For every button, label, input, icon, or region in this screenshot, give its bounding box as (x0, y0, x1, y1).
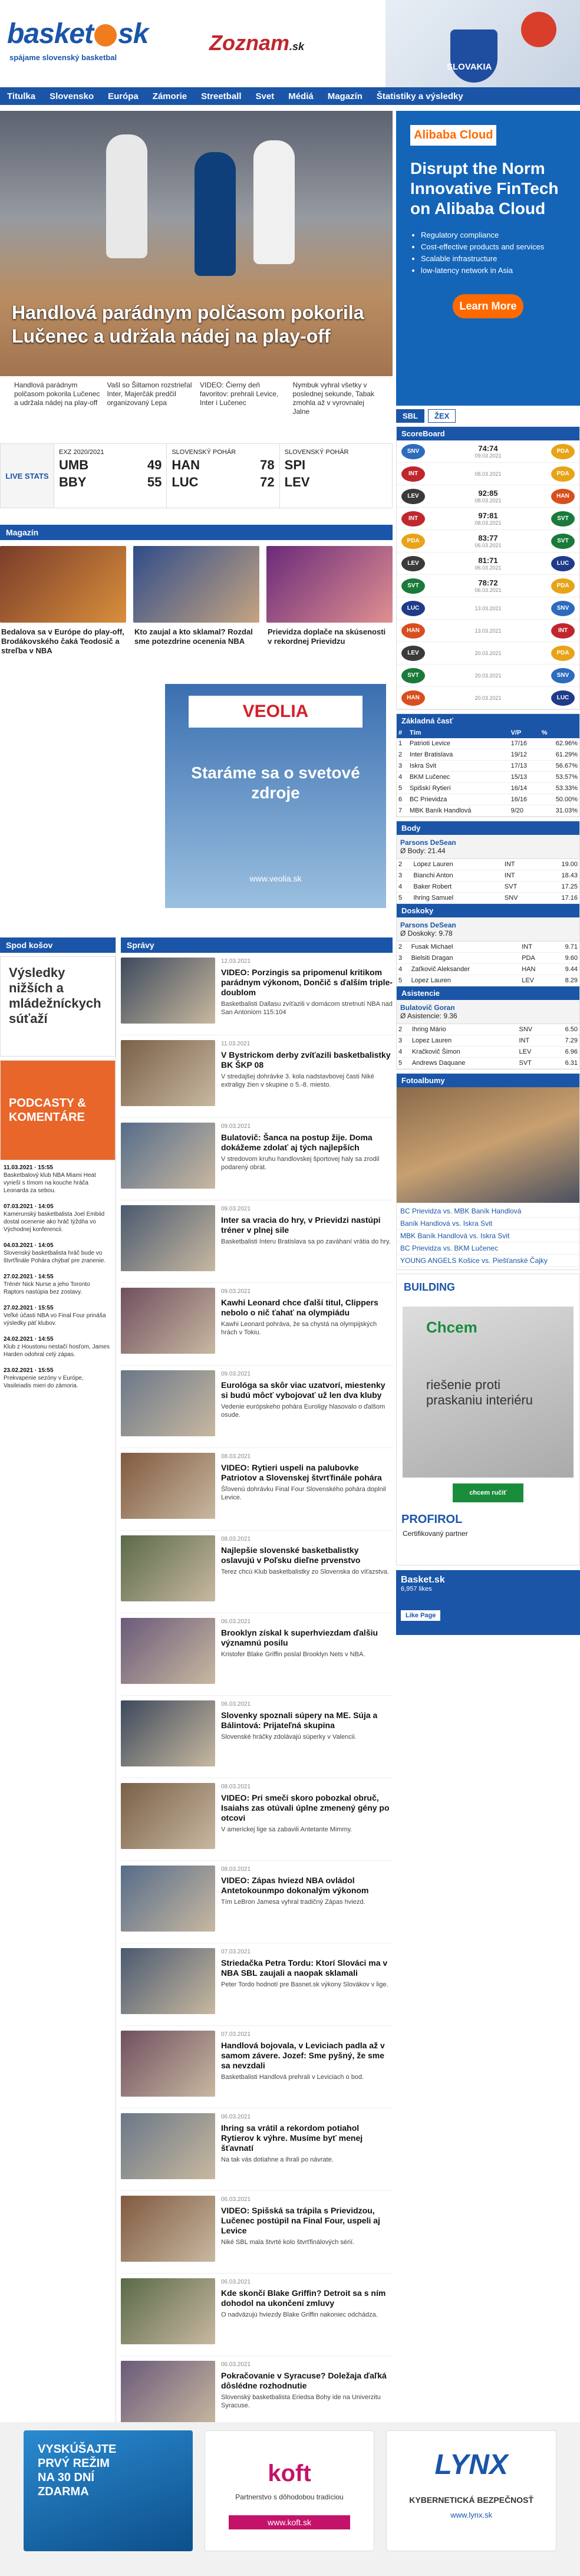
news-thumb (121, 1123, 215, 1189)
live-scores (0, 443, 393, 508)
news-date: 09.03.2021 (221, 1288, 251, 1295)
table-row[interactable]: 5 Andrews Daquane SVT 6.31 (397, 1058, 579, 1069)
news-item[interactable] (121, 2278, 393, 2356)
news-title[interactable]: Najlepšie slovenské basketbalistky oslavujú v Poľsku dieľne prvenstvo (221, 1545, 361, 1565)
news-thumb (121, 1040, 215, 1106)
banner-text: SLOVAKIA (447, 62, 492, 72)
news-body (215, 1040, 393, 1117)
scoreboard-title: ScoreBoard (397, 427, 579, 440)
news-item[interactable] (121, 1700, 393, 1778)
table-row[interactable]: 3 Iskra Svit 17/13 56.67% (397, 761, 579, 772)
team-logo: SVT (551, 511, 575, 527)
foto-link[interactable]: Baník Handlová vs. Iskra Svit (397, 1218, 579, 1230)
body-table (397, 859, 579, 904)
news-date: 09.03.2021 (221, 1371, 251, 1377)
table-row[interactable]: 6 BC Prievidza 16/16 50.00% (397, 794, 579, 805)
spod-title[interactable]: Spod košov (0, 937, 116, 953)
main-nav (0, 87, 580, 105)
standings (396, 713, 580, 817)
news-thumb (121, 2113, 215, 2179)
leader-card[interactable]: Parsons DeSean Ø Doskoky: 9.78 (397, 917, 579, 942)
news-body (215, 958, 393, 1035)
table-row[interactable]: 5 Spišskí Rytieri 16/14 53.33% (397, 783, 579, 794)
game-score: 20.03.2021 (474, 695, 502, 701)
nav-item[interactable]: Médiá (288, 91, 314, 101)
related-link[interactable]: Handlová parádnym polčasom pokorila Lučenec a udržala nádej na play-off (14, 381, 100, 407)
standings-table (397, 728, 579, 817)
foto-link[interactable]: BC Prievidza vs. BKM Lučenec (397, 1242, 579, 1255)
news-item[interactable] (121, 1453, 393, 1531)
team-logo: SVT (401, 668, 425, 683)
team-logo: HAN (551, 489, 575, 504)
learn-more-button[interactable]: Learn More (453, 294, 523, 318)
hero-player (195, 152, 236, 276)
asistencie-table (397, 1024, 579, 1069)
stats-body (396, 821, 580, 1070)
news-item[interactable] (121, 2196, 393, 2274)
basketball-icon (94, 24, 117, 47)
magazin-list (0, 540, 393, 666)
veolia-brand: VEOLIA (189, 696, 362, 728)
team-logo: HAN (401, 690, 425, 706)
sidebar (396, 111, 580, 1635)
nav-item[interactable]: Slovensko (50, 91, 94, 101)
magazin-item[interactable]: Bedalova sa v Európe do play-off, Brodákovského čaká Teodosič a streľba v NBA (0, 546, 126, 660)
news-thumb (121, 1783, 215, 1849)
standings-title: Základná časť (397, 714, 579, 728)
related-link[interactable]: VIDEO: Čierny deň favoritov: prehrali Levice, Inter i Lučenec (200, 381, 279, 407)
news-thumb (121, 2196, 215, 2262)
news-thumb (121, 958, 215, 1024)
table-row[interactable]: 5 Lopez Lauren LEV 8.29 (397, 975, 579, 986)
news-item[interactable] (121, 1866, 393, 1943)
table-row[interactable]: 3 Bielsiti Dragan PDA 9.60 (397, 953, 579, 964)
game-score: 20.03.2021 (474, 672, 502, 679)
news-date: 06.03.2021 (221, 1701, 251, 1708)
news-body (215, 1700, 393, 1778)
news-text: V stredovom kruhu handlovskej športovej haly sa zrodil podarený obrat. (221, 1156, 380, 1171)
scoreboard-game[interactable] (397, 552, 579, 575)
news-body (215, 1453, 393, 1530)
game-score: 20.03.2021 (474, 650, 502, 656)
footer-ad-trial[interactable]: VYSKÚŠAJTE PRVÝ REŽIM NA 30 DNÍ ZDARMA (24, 2430, 193, 2551)
news-thumb (121, 1618, 215, 1684)
team-logo: PDA (551, 578, 575, 594)
building-ad[interactable]: BUILDING Chcem riešenie proti praskaniu interiéru chcem ručiť PROFIROL Certifikovaný partner (396, 1274, 580, 1565)
table-row[interactable]: 2 Inter Bratislava 19/12 61.29% (397, 749, 579, 761)
news-thumb (121, 1700, 215, 1766)
news-text: Basketbalisti Handlová prehrali v Leviciach o bod. (221, 2074, 364, 2081)
table-row[interactable]: 2 Fusak Michael INT 9.71 (397, 942, 579, 953)
hero-player (106, 134, 147, 258)
news-thumb (121, 1948, 215, 2014)
spod-post[interactable] (0, 1304, 116, 1327)
nav-item[interactable]: Zámorie (152, 91, 187, 101)
profirol-logo: PROFIROL (401, 1513, 463, 1526)
news-body (215, 2196, 393, 2273)
news-date: 08.03.2021 (221, 1453, 251, 1460)
table-row[interactable]: 2 Lopez Lauren INT 19.00 (397, 859, 579, 870)
news-text: Vedenie európskeho pohára Euroligy hlasovalo o ďalšom osude. (221, 1403, 385, 1419)
veolia-ad[interactable] (0, 666, 393, 932)
team-logo: LEV (401, 646, 425, 661)
news-text: V americkej lige sa zabavili Antetante Mimmy. (221, 1826, 352, 1833)
news-date: 06.03.2021 (221, 2114, 251, 2120)
nav-item[interactable]: Titulka (7, 91, 36, 101)
news-date: 08.03.2021 (221, 1784, 251, 1790)
news-item[interactable] (121, 1535, 393, 1613)
news-item[interactable] (121, 2031, 393, 2108)
game-score: 83:77 06.03.2021 (474, 534, 502, 548)
spod-post[interactable] (0, 1335, 116, 1358)
news-date: 09.03.2021 (221, 1123, 251, 1130)
game-score: 74:74 09.03.2021 (474, 444, 502, 459)
news-title[interactable]: Brooklyn získal k superhviezdam ďalšiu významnú posilu (221, 1628, 378, 1647)
body-title: Body (397, 821, 579, 835)
news-date: 08.03.2021 (221, 1536, 251, 1542)
scoreboard-game[interactable] (397, 642, 579, 664)
scoreboard (396, 426, 580, 710)
news-title[interactable]: V Bystrickom derby zvíťazili basketbalistky BK ŠKP 08 (221, 1050, 391, 1070)
news-text: Basketbalisti Interu Bratislava sa po zaváhaní vrátia do hry. (221, 1238, 391, 1245)
news-title[interactable]: VIDEO: Zápas hviezd NBA ovládol Antetokounmpo dokonalým výkonom (221, 1876, 369, 1895)
fotoalbumy (396, 1073, 580, 1270)
spod-post-date: 23.02.2021 · 15:55 (4, 1367, 54, 1374)
banner-jersey (450, 29, 497, 83)
spod-post-date: 11.03.2021 · 15:55 (4, 1164, 53, 1171)
news-text: Slovenský basketbalista Eriedsa Bohy ide na Univerzitu Syracuse. (221, 2394, 381, 2409)
spod-post-text: Slovenský basketbalista hráč bude vo štvrťfinále Pohára chýbať pre zranenie. (4, 1250, 106, 1264)
news-item[interactable] (121, 1783, 393, 1861)
spod-post-text: Prekvapenie sezóny v Európe, Vasileiadis mieri do zámoria. (4, 1375, 84, 1389)
news-date: 06.03.2021 (221, 2279, 251, 2285)
news-item[interactable] (121, 1205, 393, 1283)
news-title[interactable]: VIDEO: Porzingis sa pripomenul kritikom parádnym výkonom, Dončič s ďalším triple-doublom (221, 968, 393, 997)
footer-ad-koft[interactable]: koft Partnerstvo s dôhodobou tradíciou www.koft.sk (205, 2430, 375, 2551)
news-date: 12.03.2021 (221, 958, 251, 965)
banner-basketball-icon (521, 12, 556, 47)
team-logo: SNV (551, 668, 575, 683)
alibaba-ad[interactable] (396, 111, 580, 406)
related-link[interactable]: Nymbuk vyhral všetky v poslednej sekunde, Tabak zmohla až v vyrovnalej Jalne (292, 381, 375, 416)
alibaba-bullet: • low-latency network in Asia (421, 265, 566, 277)
alibaba-title: Disrupt the Norm Innovative FinTech on Alibaba Cloud (410, 159, 559, 218)
main-column (0, 111, 393, 2439)
foto-link[interactable]: BC Prievidza vs. MBK Baník Handlová (397, 1205, 579, 1218)
table-header: # Tím V/P % (397, 728, 579, 738)
spod-post-date: 27.02.2021 · 15:55 (4, 1305, 54, 1311)
news-title[interactable]: VIDEO: Spišská sa trápila s Prievidzou, Lučenec postúpil na Final Four, uspeli aj Levice (221, 2206, 380, 2235)
alibaba-bullets (410, 229, 566, 277)
news-date: 08.03.2021 (221, 1866, 251, 1873)
spod-post-date: 07.03.2021 · 14:05 (4, 1203, 54, 1210)
news-item[interactable] (121, 1123, 393, 1200)
podcasts-box[interactable]: PODCASTY & KOMENTÁRE (0, 1060, 116, 1160)
team-logo: LEV (401, 556, 425, 571)
tab-zex[interactable]: ŽEX (428, 409, 456, 423)
news-body (215, 1866, 393, 1943)
scoreboard-game[interactable] (397, 463, 579, 485)
news-thumb (121, 1535, 215, 1601)
live-stats-label[interactable]: LIVE STATS (1, 444, 54, 508)
news-title[interactable]: Inter sa vracia do hry, v Prievidzi nastúpi tréner v plnej sile (221, 1215, 381, 1235)
news-title[interactable]: VIDEO: Rytieri uspeli na palubovke Patriotov a Slovenskej štvrťfinále pohára (221, 1463, 382, 1482)
news-text: Na tak vás dotiahne a ihrali po návrate. (221, 2156, 334, 2163)
spod-post[interactable] (0, 1367, 116, 1390)
foto-image[interactable] (397, 1087, 579, 1203)
game-score: 97:81 08.03.2021 (474, 511, 502, 526)
team-logo: LUC (551, 556, 575, 571)
news-body (215, 1123, 393, 1200)
news-thumb (121, 2278, 215, 2344)
spod-post-date: 04.03.2021 · 14:05 (4, 1242, 54, 1249)
news-thumb (121, 1205, 215, 1271)
foto-link[interactable]: YOUNG ANGELS Košice vs. Piešťanské Čajky (397, 1255, 579, 1267)
table-row[interactable]: 4 Zaťkovič Aleksander HAN 9.44 (397, 964, 579, 975)
tab-sbl[interactable]: SBL (396, 409, 424, 423)
game-score: 81:71 06.03.2021 (474, 556, 502, 571)
footer-ad-lynx[interactable]: LYNX KYBERNETICKÁ BEZPEČNOSŤ www.lynx.sk (386, 2430, 556, 2551)
spod-post-text: Trénér Nick Nurse a jeho Toronto Raptors nastúpia bez zostavy. (4, 1281, 90, 1295)
team-logo: INT (401, 511, 425, 527)
news-body (215, 2113, 393, 2190)
news-body (215, 1948, 393, 2025)
hero-related (0, 376, 393, 436)
news-thumb (121, 2031, 215, 2097)
alibaba-bullet: • Regulatory compliance (421, 229, 566, 241)
news-title[interactable]: Handlová bojovala, v Leviciach padla až v samom závere. Jozef: Sme pyšný, že sme sa nevzdali (221, 2041, 385, 2070)
news-title[interactable]: Kde skončí Blake Griffin? Detroit sa s ním dohodol na ukončení zmluvy (221, 2288, 386, 2308)
news-text: Terez chcú Klub basketbalistky zo Slovenska do víťazstva. (221, 1568, 389, 1575)
team-logo: HAN (401, 623, 425, 639)
magazin-image (133, 546, 259, 623)
news-text: Basketbalisti Dallasu zvíťazili v domácom stretnutí NBA nad San Antoniom 115:104 (221, 1001, 393, 1016)
footer-ads (0, 2422, 580, 2576)
scoreboard-game[interactable] (397, 687, 579, 709)
table-row[interactable]: 5 Ihring Samuel SNV 17.16 (397, 893, 579, 904)
spravy-title[interactable]: Správy (121, 937, 393, 953)
site-header (0, 0, 580, 87)
news-title[interactable]: Kawhi Leonard chce ďalší titul, Clippers nebolo o nič ťahať na olympiádu (221, 1298, 378, 1317)
news-body (215, 1783, 393, 1860)
team-logo: INT (551, 623, 575, 639)
spod-post[interactable] (0, 1203, 116, 1233)
sponsor-logo[interactable]: Zoznam.sk (209, 31, 305, 55)
spod-post[interactable] (0, 1242, 116, 1265)
team-logo: LUC (551, 690, 575, 706)
table-row[interactable]: 4 BKM Lučenec 15/13 53.57% (397, 772, 579, 783)
fb-like-button[interactable]: Like Page (401, 1610, 440, 1621)
team-logo: LEV (401, 489, 425, 504)
team-logo: PDA (551, 466, 575, 482)
news-body (215, 1370, 393, 1447)
news-text: Peter Tordo hodnotí pre Basnet.sk výkony Slovákov v lige. (221, 1981, 388, 1988)
scoreboard-game[interactable] (397, 575, 579, 597)
news-date: 07.03.2021 (221, 1949, 251, 1955)
hero-article[interactable] (0, 111, 393, 376)
magazin-item[interactable]: Kto zaujal a kto sklamal? Rozdal sme potezdrine ocenenia NBA (133, 546, 259, 660)
table-row[interactable]: 4 Baker Robert SVT 17.25 (397, 881, 579, 893)
news-item[interactable] (121, 1948, 393, 2026)
news-title[interactable]: Pokračovanie v Syracuse? Doležaja ďaľká dôslédne rozhodnutie (221, 2371, 387, 2390)
news-body (215, 1618, 393, 1695)
leader-card[interactable]: Bulatovič Goran Ø Asistencie: 9.36 (397, 1000, 579, 1024)
spod-post-text: Kamerunský basketbalista Joel Embiid dostal ocenenie ako hráč týždňa vo Východnej konferencii. (4, 1211, 105, 1233)
scoreboard-game[interactable] (397, 530, 579, 552)
score-game[interactable]: SLOVENSKÝ POHÁR HAN 78 LUC 72 (166, 444, 279, 508)
team-logo: PDA (551, 646, 575, 661)
score-game[interactable]: SLOVENSKÝ POHÁR SPI LEV (279, 444, 392, 508)
spravy-list (116, 937, 393, 2439)
spod-post-text: Klub z Houstonu nestačí hosťom, James Harden odohral celý zápas. (4, 1344, 110, 1358)
news-text: O nadväzujú hviezdy Blake Griffin nakoniec odchádza. (221, 2311, 378, 2318)
news-text: V stredajšej dohrávke 3. kola nadstavbovej časti Niké extraligy žien v skupine o 5.-8. miesto. (221, 1073, 374, 1088)
news-thumb (121, 1453, 215, 1519)
news-title[interactable]: Bulatovič: Šanca na postup žije. Doma dokážeme zdolať aj tých najlepších (221, 1133, 373, 1152)
foto-title: Fotoalbumy (397, 1074, 579, 1087)
spod-kosov (0, 937, 116, 2439)
news-text: Slovenské hráčky zdolávajú súperky v Valencii. (221, 1733, 357, 1741)
veolia-slogan: Staráme sa o svetové zdroje (191, 764, 360, 802)
header-banner[interactable] (385, 0, 580, 87)
news-thumb (121, 2361, 215, 2427)
news-date: 11.03.2021 (221, 1041, 251, 1047)
nav-item[interactable]: Európa (108, 91, 139, 101)
game-score: 13.03.2021 (474, 627, 502, 634)
hero-player (253, 140, 295, 264)
news-text: Tím LeBron Jamesa vyhral tradičný Zápas hviezd. (221, 1899, 365, 1906)
veolia-url: www.veolia.sk (249, 874, 302, 883)
scoreboard-game[interactable] (397, 440, 579, 463)
news-date: 09.03.2021 (221, 1206, 251, 1212)
nav-item[interactable]: Svet (255, 91, 275, 101)
doskoky-table (397, 942, 579, 986)
news-title[interactable]: Slovenky spoznali súpery na ME. Súja a Bálintová: Prijateľná skupina (221, 1710, 378, 1730)
score-game[interactable]: EXZ 2020/2021 UMB 49 BBY 55 (54, 444, 166, 508)
news-item[interactable] (121, 958, 393, 1035)
news-date: 07.03.2021 (221, 2031, 251, 2038)
scoreboard-game[interactable] (397, 485, 579, 508)
news-text: Šľovenú dohrávku Final Four Slovenského pohára doplnil Levice. (221, 1486, 386, 1501)
news-item[interactable] (121, 1040, 393, 1118)
alibaba-logo: Alibaba Cloud (410, 125, 496, 146)
spod-post[interactable] (0, 1273, 116, 1296)
scoreboard-game[interactable] (397, 597, 579, 620)
magazin-image (0, 546, 126, 623)
news-thumb (121, 1866, 215, 1932)
game-score: 78:72 06.03.2021 (474, 578, 502, 593)
table-row[interactable]: 4 Kračkovič Šimon LEV 6.96 (397, 1047, 579, 1058)
game-score: 92:85 08.03.2021 (474, 489, 502, 504)
spod-post-date: 27.02.2021 · 14:55 (4, 1274, 54, 1280)
news-body (215, 1288, 393, 1365)
leader-card[interactable]: Parsons DeSean Ø Body: 21.44 (397, 835, 579, 859)
spod-post-text: Basketbalový klub NBA Miami Heat vyrieší s tímom na kouche hráča Leonarda za sebou. (4, 1172, 96, 1194)
news-title[interactable]: VIDEO: Pri smeči skoro pobozkal obruč, Isaiahs zas otúvali úplne zmenený gény po otcovi (221, 1793, 390, 1822)
team-logo: LUC (401, 601, 425, 616)
foto-link[interactable]: MBK Baník Handlová vs. Iskra Svit (397, 1230, 579, 1242)
news-thumb (121, 1370, 215, 1436)
news-text: Kristofer Blake Griffin poslal Brooklyn Nets v NBA. (221, 1651, 365, 1658)
game-score: 08.03.2021 (474, 471, 502, 477)
nav-item[interactable]: Štatistiky a výsledky (376, 91, 463, 101)
news-text: Niké SBL mala štvrté kolo štvrťfinálových sérií. (221, 2239, 355, 2246)
asistencie-title: Asistencie (397, 986, 579, 1000)
news-title[interactable]: Ihring sa vrátil a rekordom potiahol Rytierov k výhre. Musíme byť menej šťavnatí (221, 2123, 363, 2153)
team-logo: SVT (401, 578, 425, 594)
news-body (215, 1535, 393, 1613)
team-logo: SNV (551, 601, 575, 616)
scoreboard-game[interactable] (397, 620, 579, 642)
magazin-image (266, 546, 393, 623)
results-box[interactable]: Výsledky nižších a mládežníckych súťaží (0, 956, 116, 1057)
news-date: 06.03.2021 (221, 2196, 251, 2203)
spod-post[interactable] (0, 1164, 116, 1195)
magazin-item[interactable]: Prievidza doplače na skúsenosti v rekordnej Prievidzu (266, 546, 393, 660)
scoreboard-game[interactable] (397, 508, 579, 530)
team-logo: PDA (551, 444, 575, 459)
alibaba-bullet: • Scalable infrastructure (421, 253, 566, 265)
building-image: Chcem riešenie proti praskaniu interiéru (403, 1307, 574, 1478)
league-tabs (396, 406, 580, 426)
news-body (215, 2031, 393, 2108)
hero-headline[interactable]: Handlová parádnym polčasom pokorila Lučenec a udržala nádej na play-off (12, 302, 364, 347)
news-thumb (121, 1288, 215, 1354)
site-tagline: spájame slovenský basketbal (9, 53, 117, 62)
team-logo: INT (401, 466, 425, 482)
table-row[interactable]: 3 Lopez Lauren INT 7.29 (397, 1035, 579, 1047)
news-body (215, 1205, 393, 1282)
news-title[interactable]: Striedačka Petra Tordu: Ktorí Slováci ma v NBA SBL zaujali a naopak sklamali (221, 1958, 388, 1978)
table-row[interactable]: 7 MBK Baník Handlová 9/20 31.03% (397, 805, 579, 817)
news-date: 06.03.2021 (221, 1618, 251, 1625)
spod-post-text: Veľké účasti NBA vo Final Four prináša výsledky päť klubov. (4, 1312, 106, 1327)
facebook-widget[interactable]: Basket.sk 6,957 likes Like Page (396, 1570, 580, 1635)
building-cta[interactable]: chcem ručiť (453, 1483, 523, 1502)
news-item[interactable] (121, 2113, 393, 2191)
news-item[interactable] (121, 1618, 393, 1696)
nav-item[interactable]: Streetball (201, 91, 242, 101)
alibaba-bullet: • Cost-effective products and services (421, 241, 566, 253)
team-logo: SNV (401, 444, 425, 459)
related-link[interactable]: Vašl so Šiltamon rozstrieľal Inter, Majerčák predčil organizovaný Lepa (107, 381, 192, 407)
spod-post-date: 24.02.2021 · 14:55 (4, 1336, 54, 1343)
news-text: Kawhi Leonard pohráva, že sa chystá na olympijských hrách v Tokiu. (221, 1321, 377, 1336)
table-row[interactable]: 3 Bianchi Anton INT 18.43 (397, 870, 579, 881)
doskoky-title: Doskoky (397, 904, 579, 917)
scoreboard-game[interactable] (397, 664, 579, 687)
news-item[interactable] (121, 1288, 393, 1366)
news-title[interactable]: Eurológa sa skôr viac uzatvorí, miestenky si budú môcť vybojovať už len dva kluby (221, 1380, 385, 1400)
team-logo: PDA (401, 534, 425, 549)
team-logo: SVT (551, 534, 575, 549)
site-logo[interactable]: basket sk (7, 18, 149, 50)
table-row[interactable]: 2 Ihring Mário SNV 6.50 (397, 1024, 579, 1035)
news-body (215, 2278, 393, 2355)
nav-item[interactable]: Magazín (327, 91, 362, 101)
table-row[interactable]: 1 Patrioti Levice 17/16 62.96% (397, 738, 579, 749)
magazin-title[interactable]: Magazín (0, 525, 393, 540)
news-item[interactable] (121, 1370, 393, 1448)
news-date: 06.03.2021 (221, 2361, 251, 2368)
game-score: 13.03.2021 (474, 605, 502, 611)
